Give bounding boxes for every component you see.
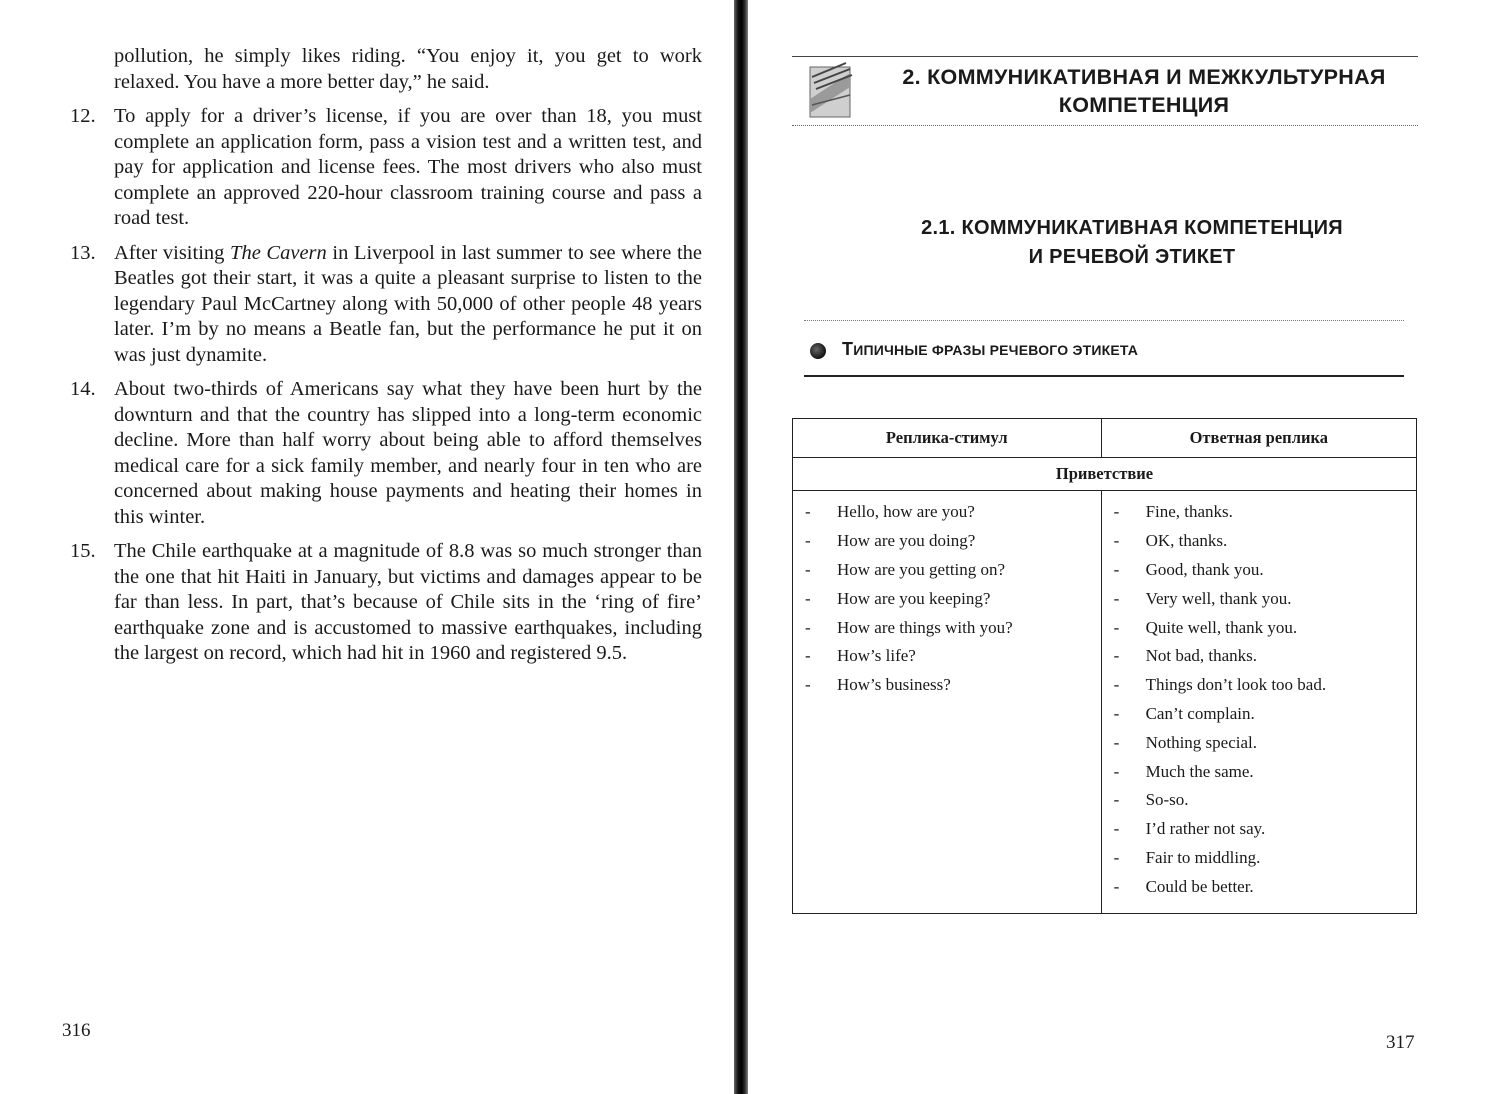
- dash-marker: -: [1113, 502, 1120, 522]
- phrase-item: [1102, 815, 1416, 844]
- item-text: To apply for a driver’s license, if you are over than 18, you must complete an application form, pass a vision test and a written test, and pay for application and license fees. The most drivers who also must complete an approved 220-hour classroom training course and pass a road test.: [114, 105, 702, 229]
- stimulus-column: [793, 491, 1102, 914]
- phrase-item: [793, 527, 1101, 556]
- chapter-title-line: 2. КОММУНИКАТИВНАЯ И МЕЖКУЛЬТУРНАЯ: [902, 65, 1386, 89]
- phrase-text: Fine, thanks.: [1145, 502, 1233, 522]
- phrase-item: [1102, 642, 1416, 671]
- chapter-title: [864, 63, 1424, 119]
- continuation-paragraph: pollution, he simply likes riding. “You enjoy it, you get to work relaxed. You have a more better day,” he said.: [114, 45, 702, 93]
- phrase-text: How are you keeping?: [837, 588, 991, 608]
- dash-marker: -: [805, 675, 811, 695]
- item-text: About two-thirds of Americans say what they have been hurt by the downturn and that the country has slipped into a long-term economic decline. More than half worry about being able to afford themselves medical care for a sick family member, and nearly four in ten who are concerned about making house payments and heating their homes in this winter.: [114, 378, 702, 528]
- book-icon: [806, 59, 856, 121]
- phrase-text: How are you getting on?: [837, 559, 1006, 579]
- phrase-item: [793, 584, 1101, 613]
- phrase-text: Nothing special.: [1145, 732, 1257, 752]
- column-header-stimulus: Реплика-стимул: [793, 419, 1102, 458]
- chapter-header: [792, 56, 1418, 126]
- phrase-item: [793, 671, 1101, 700]
- phrase-text: Much the same.: [1145, 761, 1254, 781]
- phrase-text: How’s life?: [837, 646, 916, 666]
- dash-marker: -: [1113, 646, 1120, 666]
- right-page: [752, 0, 1488, 1094]
- venue-name: The Cavern: [230, 241, 327, 264]
- item-text: [114, 241, 702, 369]
- phrase-item: [793, 556, 1101, 585]
- phrase-text: Hello, how are you?: [837, 502, 975, 522]
- dash-marker: -: [1113, 617, 1120, 637]
- phrase-item: [1102, 872, 1416, 901]
- dash-marker: -: [1113, 531, 1120, 551]
- phrase-text: How are you doing?: [837, 531, 976, 551]
- phrase-text: Very well, thank you.: [1145, 588, 1292, 608]
- dash-marker: -: [1113, 819, 1120, 839]
- phrase-text: Fair to middling.: [1145, 847, 1261, 867]
- subsection-title-rest: ИПИЧНЫЕ ФРАЗЫ РЕЧЕВОГО ЭТИКЕТА: [853, 342, 1139, 358]
- phrase-text: Can’t complain.: [1145, 703, 1255, 723]
- phrase-item: [1102, 556, 1416, 585]
- list-item: [70, 539, 702, 667]
- phrase-item: [1102, 498, 1416, 527]
- phrase-text: So-so.: [1145, 790, 1189, 810]
- phrase-item: [1102, 786, 1416, 815]
- column-header-response: Ответная реплика: [1101, 419, 1416, 458]
- book-spine: [734, 0, 748, 1094]
- phrase-text: I’d rather not say.: [1145, 819, 1266, 839]
- left-page: [0, 0, 730, 1094]
- list-item: [70, 377, 702, 530]
- section-title: [812, 214, 1452, 272]
- response-column: [1101, 491, 1416, 914]
- item-number: 12.: [70, 105, 96, 127]
- phrase-item: [793, 498, 1101, 527]
- item-number: 15.: [70, 540, 96, 562]
- phrase-item: [793, 642, 1101, 671]
- dash-marker: -: [1113, 847, 1120, 867]
- table-row: [793, 491, 1417, 914]
- section-title-line: И РЕЧЕВОЙ ЭТИКЕТ: [1028, 246, 1236, 268]
- phrase-item: [1102, 728, 1416, 757]
- phrase-text: Not bad, thanks.: [1145, 646, 1257, 666]
- page-number-right: 317: [1386, 1032, 1415, 1053]
- subsection-initial: Т: [842, 339, 854, 359]
- dash-marker: -: [805, 559, 811, 579]
- table-category-row: [793, 458, 1417, 491]
- page-number-left: 316: [62, 1020, 91, 1041]
- phrase-text: Things don’t look too bad.: [1145, 675, 1327, 695]
- dash-marker: -: [805, 588, 811, 608]
- phrase-text: How are things with you?: [837, 617, 1013, 637]
- category-greeting: Приветствие: [793, 458, 1417, 491]
- item-text-part: After visiting: [114, 241, 231, 264]
- dash-marker: -: [805, 531, 811, 551]
- item-text: The Chile earthquake at a magnitude of 8.8 was so much stronger than the one that hit Haiti in January, but victims and damages appear to be far than less. In part, that’s because of Chile sits in the ‘ring of fire’ earthquake zone and is accustomed to massive earthquakes, including the largest on record, which had hit in 1960 and registered 9.5.: [114, 540, 702, 664]
- list-item: [70, 104, 702, 232]
- dash-marker: -: [805, 617, 811, 637]
- phrase-item: [1102, 671, 1416, 700]
- dash-marker: -: [805, 502, 811, 522]
- dash-marker: -: [1113, 703, 1120, 723]
- subsection-header: [804, 320, 1404, 377]
- chapter-title-line: КОМПЕТЕНЦИЯ: [1058, 93, 1230, 117]
- subsection-title: [842, 339, 1138, 360]
- phrase-text: Quite well, thank you.: [1145, 617, 1298, 637]
- phrase-text: How’s business?: [837, 675, 951, 695]
- phrases-table: [792, 418, 1417, 914]
- item-number: 14.: [70, 378, 96, 400]
- phrase-item: [1102, 613, 1416, 642]
- item-number: 13.: [70, 241, 96, 264]
- list-item: [70, 241, 702, 369]
- dash-marker: -: [1113, 732, 1120, 752]
- section-title-line: 2.1. КОММУНИКАТИВНАЯ КОМПЕТЕНЦИЯ: [921, 217, 1343, 239]
- dash-marker: -: [1113, 761, 1120, 781]
- phrase-item: [1102, 844, 1416, 873]
- dash-marker: -: [1113, 790, 1120, 810]
- phrase-item: [1102, 584, 1416, 613]
- dash-marker: -: [1113, 588, 1120, 608]
- phrase-text: OK, thanks.: [1145, 531, 1228, 551]
- bullet-icon: [810, 343, 826, 359]
- phrase-text: Good, thank you.: [1145, 559, 1264, 579]
- phrase-item: [793, 613, 1101, 642]
- dash-marker: -: [1113, 559, 1120, 579]
- phrase-item: [1102, 700, 1416, 729]
- item-text-part: in Liverpool in last summer to see where the Beatles got their start, it was a quite a pleasant surprise to listen to the legendary Paul McCartney along with 50,000 of other people 48 years later. I’m by no means a Beatle fan, but the performance he put it on was just dynamite.: [114, 241, 702, 366]
- dash-marker: -: [1113, 876, 1120, 896]
- dash-marker: -: [1113, 675, 1120, 695]
- dash-marker: -: [805, 646, 811, 666]
- phrase-text: Could be better.: [1145, 876, 1254, 896]
- table-header-row: [793, 419, 1417, 458]
- left-page-text: [70, 44, 702, 676]
- phrase-item: [1102, 757, 1416, 786]
- phrase-item: [1102, 527, 1416, 556]
